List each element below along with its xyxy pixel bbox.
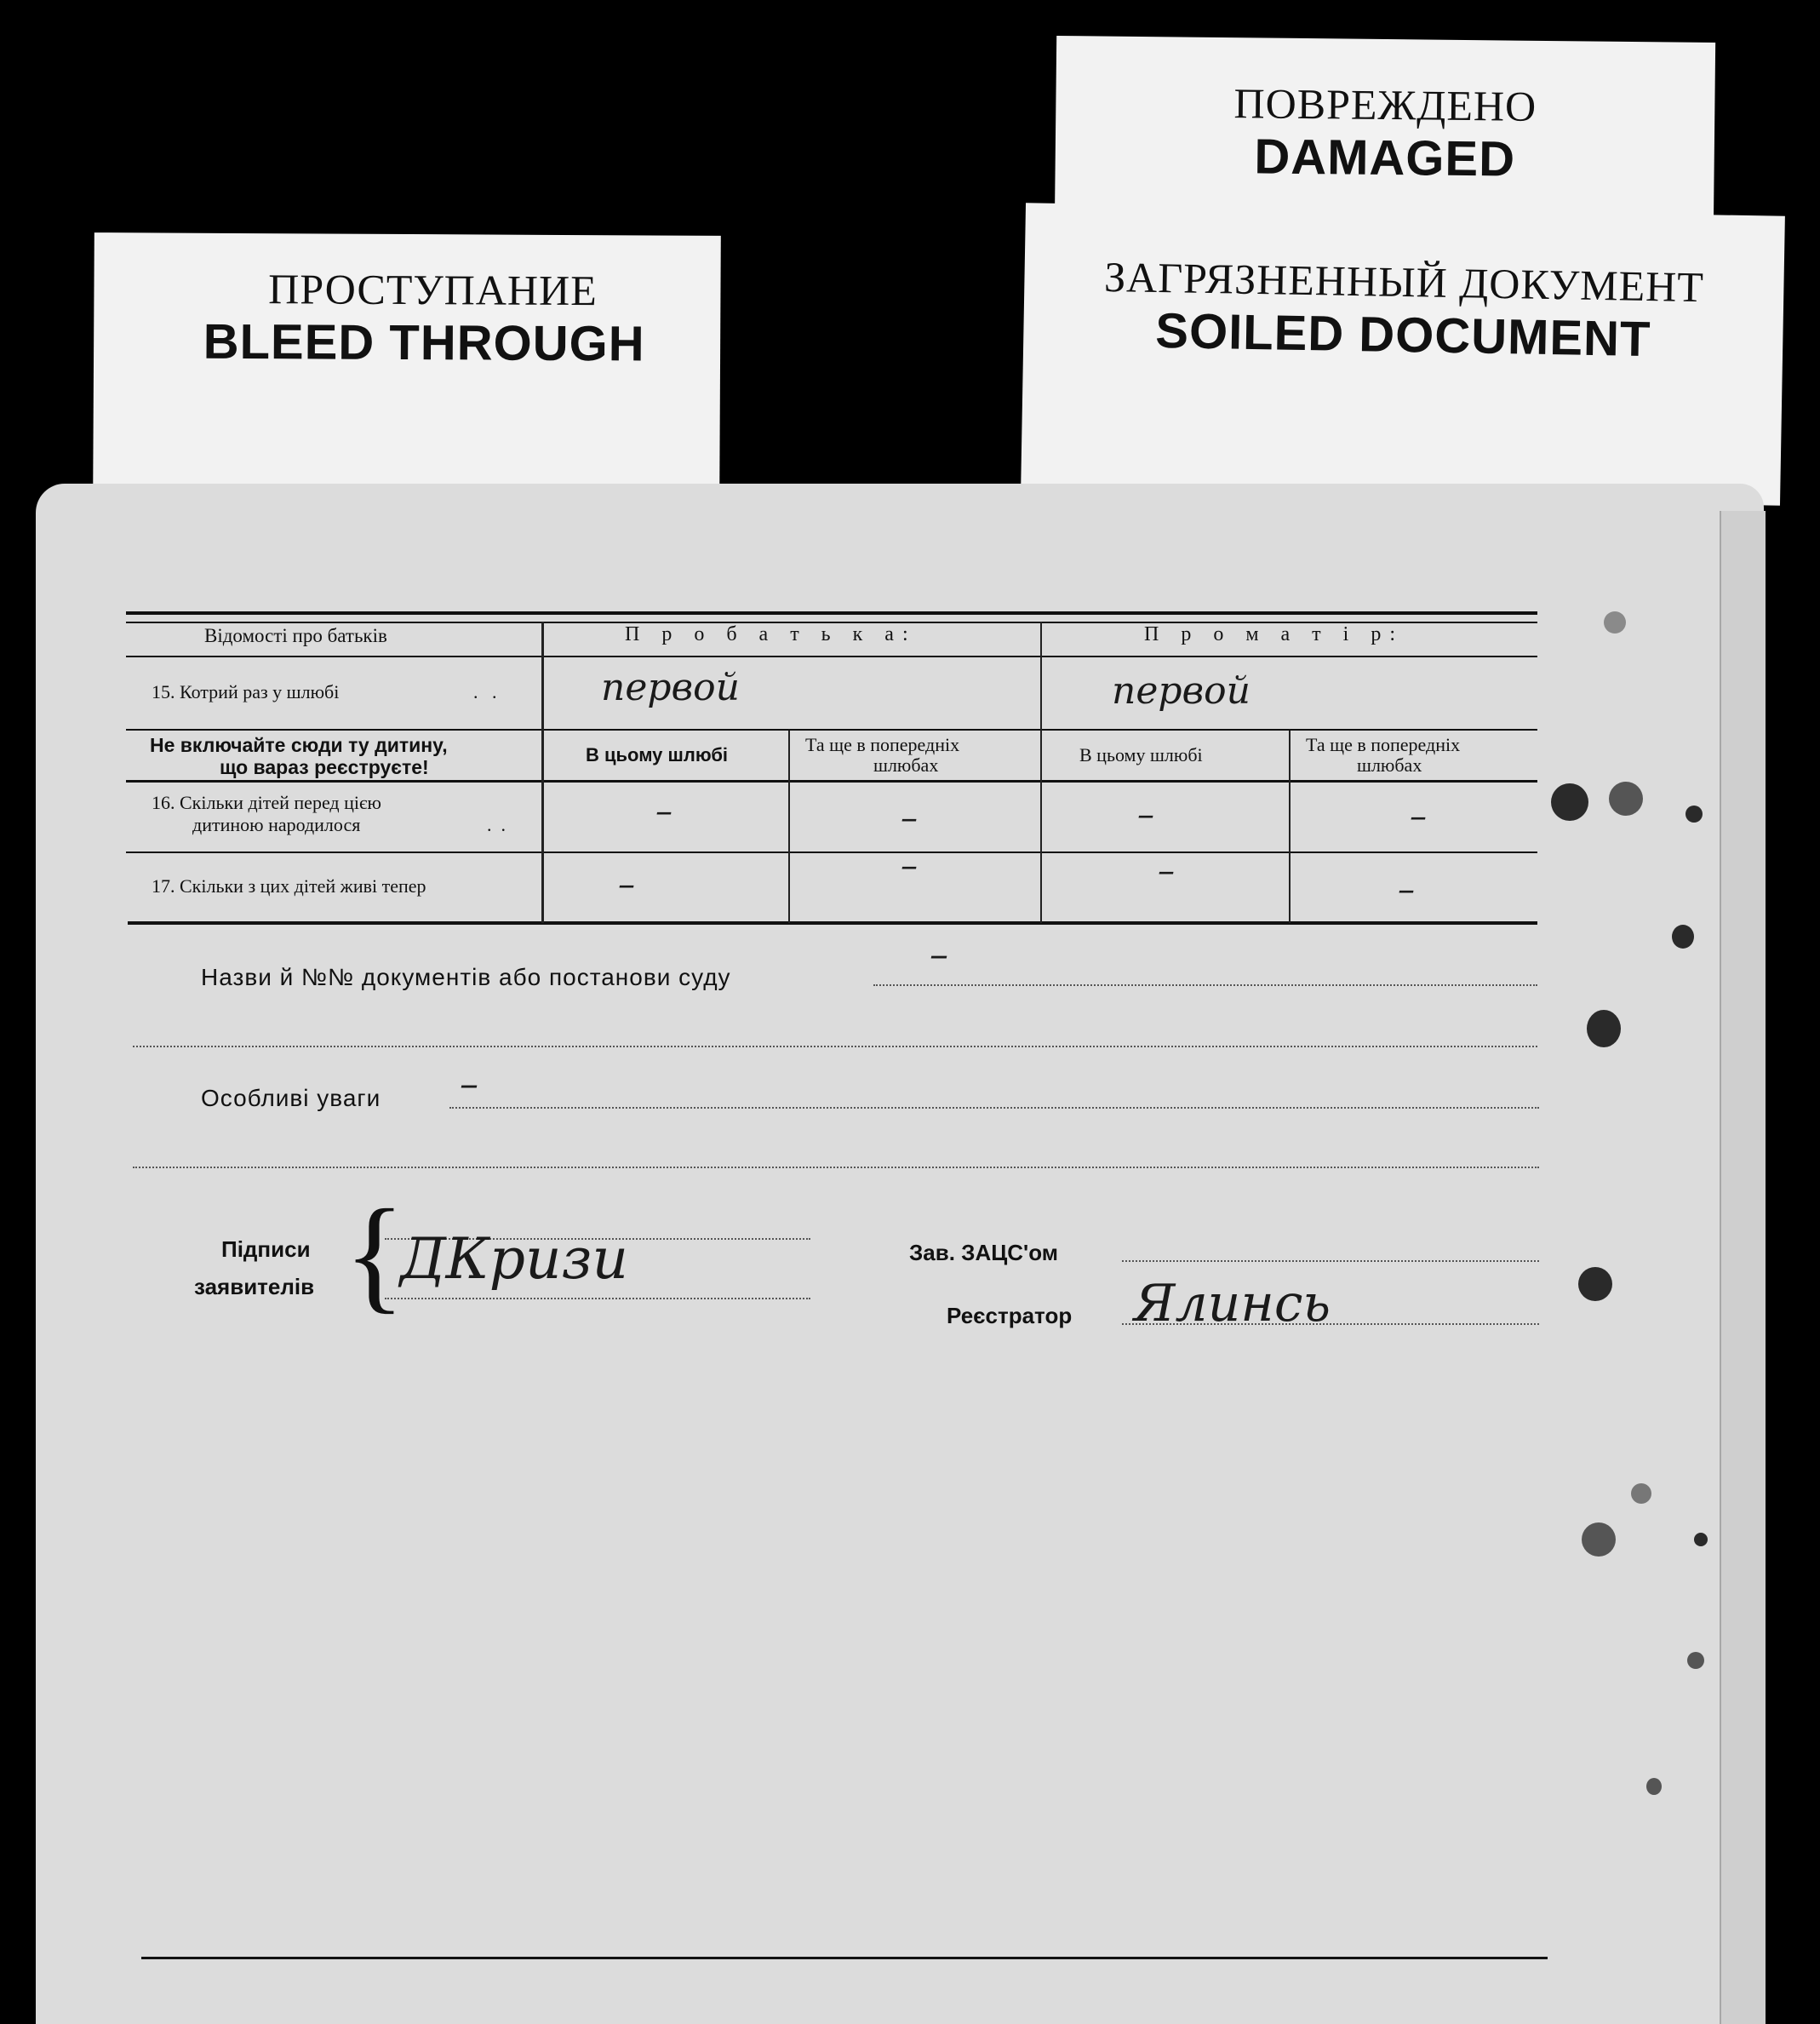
page-bottom-rule — [141, 1957, 1548, 1959]
row16-leader-dots: . . — [487, 814, 506, 835]
registrar-signature: Ялинсь — [1134, 1274, 1331, 1333]
header-parents-info: Відомості про батьків — [204, 625, 387, 646]
soiled-document-label-en: SOILED DOCUMENT — [1154, 302, 1651, 368]
remarks-label: Особливі уваги — [201, 1085, 381, 1111]
row16-mother-prev-value: – — [1410, 797, 1427, 836]
header-about-mother: П р о м а т і р: — [1144, 623, 1404, 645]
subheader-father-this-marriage: В цьому шлюбі — [586, 744, 729, 765]
table-col-divider-sub-2 — [1289, 731, 1291, 923]
applicant-signature: ДКризи — [400, 1226, 628, 1292]
row15-label: 15. Котрий раз у шлюбі — [152, 681, 340, 702]
row16-mother-this-value: – — [1137, 795, 1154, 834]
bleed-through-card — [93, 232, 721, 500]
exclusion-note-line1: Не включайте сюди ту дитину, — [150, 734, 448, 756]
bleed-through-label-en: BLEED THROUGH — [203, 313, 645, 372]
subheader-father-prev-line2: шлюбах — [873, 754, 939, 776]
bleed-through-label-ru: ПРОСТУПАНИЕ — [268, 265, 598, 315]
row16-label-line1: 16. Скільки дітей перед цією — [152, 792, 381, 813]
subheader-mother-prev-line2: шлюбах — [1357, 754, 1422, 776]
row16-label-line2: дитиною народилося — [192, 814, 361, 835]
soiled-document-label-ru: ЗАГРЯЗНЕННЫЙ ДОКУМЕНТ — [1103, 252, 1705, 312]
table-subheader-rule — [126, 780, 1537, 783]
binding-hole — [1686, 806, 1703, 823]
head-zags-label: Зав. ЗАЦС'ом — [909, 1240, 1058, 1265]
table-row16-bottom-rule — [126, 851, 1537, 853]
documents-fill-line — [873, 984, 1537, 986]
table-bottom-rule — [128, 921, 1537, 925]
row17-mother-this-value: – — [1158, 851, 1175, 891]
binding-hole — [1582, 1522, 1616, 1557]
damaged-label-ru: ПОВРЕЖДЕНО — [1233, 79, 1537, 130]
sheet-edge — [1720, 511, 1766, 2024]
table-row15-bottom-rule — [126, 729, 1537, 731]
damaged-label-en: DAMAGED — [1254, 129, 1516, 187]
binding-hole — [1587, 1010, 1621, 1047]
binding-hole — [1631, 1483, 1651, 1504]
documents-value: – — [930, 933, 948, 977]
binding-hole — [1694, 1533, 1708, 1546]
row16-father-this-value: – — [655, 792, 672, 831]
row15-father-value: первой — [601, 666, 740, 709]
row15-leader-dots: . . — [473, 681, 497, 702]
binding-hole — [1551, 783, 1588, 821]
row17-label: 17. Скільки з цих дітей живі тепер — [152, 875, 426, 897]
binding-hole — [1687, 1652, 1704, 1669]
row17-mother-prev-value: – — [1398, 870, 1415, 909]
remarks-value: – — [460, 1063, 478, 1106]
documents-label: Назви й №№ документів або постанови суду — [201, 964, 731, 990]
table-col-divider-2 — [1040, 622, 1042, 923]
exclusion-note-line2: що вараз реєструєте! — [220, 756, 429, 778]
documents-fill-line-2 — [133, 1046, 1537, 1047]
table-row15-top-rule — [126, 656, 1537, 657]
applicants-brace: { — [344, 1184, 405, 1325]
binding-hole — [1646, 1778, 1662, 1795]
row17-father-prev-value: – — [901, 846, 918, 886]
binding-hole — [1604, 611, 1626, 634]
row17-father-this-value: – — [618, 865, 635, 904]
head-zags-line — [1122, 1260, 1539, 1262]
registrar-label: Реєстратор — [947, 1303, 1073, 1328]
applicants-label-line1: Підписи — [221, 1236, 311, 1262]
remarks-fill-line — [449, 1107, 1539, 1109]
remarks-fill-line-2 — [133, 1167, 1539, 1168]
header-about-father: П р о б а т ь к а: — [625, 623, 917, 645]
subheader-mother-this-marriage: В цьому шлюбі — [1079, 744, 1203, 765]
binding-hole — [1609, 782, 1643, 816]
table-col-divider-sub-1 — [788, 731, 790, 923]
subheader-father-prev-line1: Та ще в попередніх — [805, 734, 960, 755]
applicants-label-line2: заявителів — [194, 1274, 315, 1299]
soiled-document-card — [1021, 203, 1785, 506]
table-top-rule — [126, 611, 1537, 615]
binding-hole — [1672, 925, 1694, 949]
applicant-signature-line-2 — [385, 1298, 810, 1299]
table-col-divider-1 — [541, 622, 544, 923]
binding-hole — [1578, 1267, 1612, 1301]
row16-father-prev-value: – — [901, 799, 918, 838]
row15-mother-value: первой — [1112, 669, 1251, 713]
subheader-mother-prev-line1: Та ще в попередніх — [1306, 734, 1461, 755]
